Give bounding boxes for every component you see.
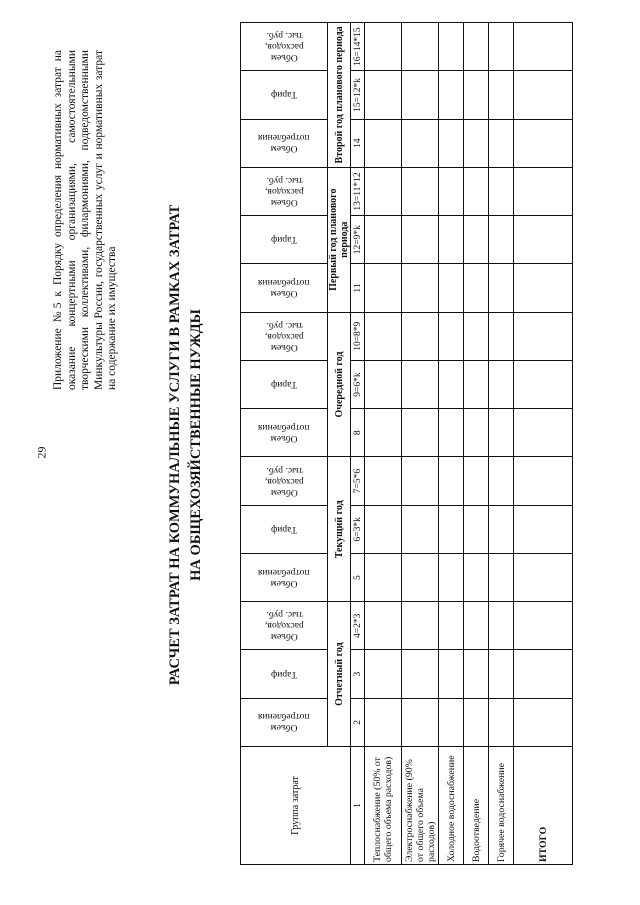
- header-expense: Объем расходов, тыс. руб.: [241, 602, 328, 650]
- col-num: 12=9*k: [351, 216, 365, 264]
- period-second-planning-year: Второй год планового периода: [328, 23, 351, 168]
- table-row-total: [514, 23, 573, 865]
- table-row: [402, 23, 439, 865]
- col-num: 15=12*k: [351, 71, 365, 119]
- row-label-drainage: Водоотведение: [464, 747, 489, 865]
- period-current-year: Текущий год: [328, 457, 351, 602]
- col-num: 5: [351, 553, 365, 601]
- header-tariff: Тариф: [241, 360, 328, 408]
- col-num: 13=11*12: [351, 167, 365, 215]
- row-label-electricity: Электроснабжение (90% от общего объема расходов): [402, 747, 439, 865]
- col-num: 10=8*9: [351, 312, 365, 360]
- col-num: 8: [351, 409, 365, 457]
- col-num: 7=5*6: [351, 457, 365, 505]
- header-volume: Объем потребления: [241, 119, 328, 167]
- header-tariff: Тариф: [241, 71, 328, 119]
- column-numbers-row: [351, 23, 365, 865]
- table-row: [365, 23, 402, 865]
- period-next-year: Очередной год: [328, 312, 351, 457]
- col-num: 3: [351, 650, 365, 698]
- row-label-hot-water: Горячее водоснабжение: [489, 747, 514, 865]
- header-volume: Объем потребления: [241, 409, 328, 457]
- header-tariff: Тариф: [241, 650, 328, 698]
- appendix-note: Приложение №5 к Порядку определения нормативных затрат на оказание концертными организациями, самостоятельными творческими коллективами, филармониями, подведомственными Минкультуры России, государственных услуг и нормативных затрат на содержание их имущества: [52, 50, 119, 390]
- header-expense: Объем расходов, тыс. руб.: [241, 312, 328, 360]
- page-number: 29: [34, 446, 49, 459]
- col-num: 16=14*15: [351, 23, 365, 71]
- header-volume: Объем потребления: [241, 264, 328, 312]
- header-expense: Объем расходов, тыс. руб.: [241, 23, 328, 71]
- table-row: [489, 23, 514, 865]
- col-num: 14: [351, 119, 365, 167]
- col-num: 9=6*k: [351, 360, 365, 408]
- header-cost-group: Группа затрат: [241, 747, 351, 865]
- row-label-cold-water: Холодное водоснабжение: [439, 747, 464, 865]
- col-num: 2: [351, 698, 365, 746]
- header-expense: Объем расходов, тыс. руб.: [241, 457, 328, 505]
- document-title: [165, 155, 207, 735]
- table-row: [439, 23, 464, 865]
- table-row: [464, 23, 489, 865]
- period-reporting-year: Отчетный год: [328, 602, 351, 747]
- costs-table: [240, 22, 573, 865]
- col-num: 11: [351, 264, 365, 312]
- row-label-heat: Теплоснабжение (50% от общего объема расходов): [365, 747, 402, 865]
- header-volume: Объем потребления: [241, 553, 328, 601]
- col-num: 4=2*3: [351, 602, 365, 650]
- header-expense: Объем расходов, тыс. руб.: [241, 167, 328, 215]
- period-first-planning-year: Первый год планового периода: [328, 167, 351, 312]
- title-line-1: РАСЧЕТ ЗАТРАТ НА КОММУНАЛЬНЫЕ УСЛУГИ В РАМКАХ ЗАТРАТ: [167, 204, 183, 686]
- row-label-total: ИТОГО: [514, 747, 573, 865]
- header-tariff: Тариф: [241, 505, 328, 553]
- header-tariff: Тариф: [241, 216, 328, 264]
- header-volume: Объем потребления: [241, 698, 328, 746]
- title-line-2: НА ОБЩЕХОЗЯЙСТВЕННЫЕ НУЖДЫ: [188, 309, 204, 581]
- col-num: 1: [351, 747, 365, 865]
- col-num: 6=3*k: [351, 505, 365, 553]
